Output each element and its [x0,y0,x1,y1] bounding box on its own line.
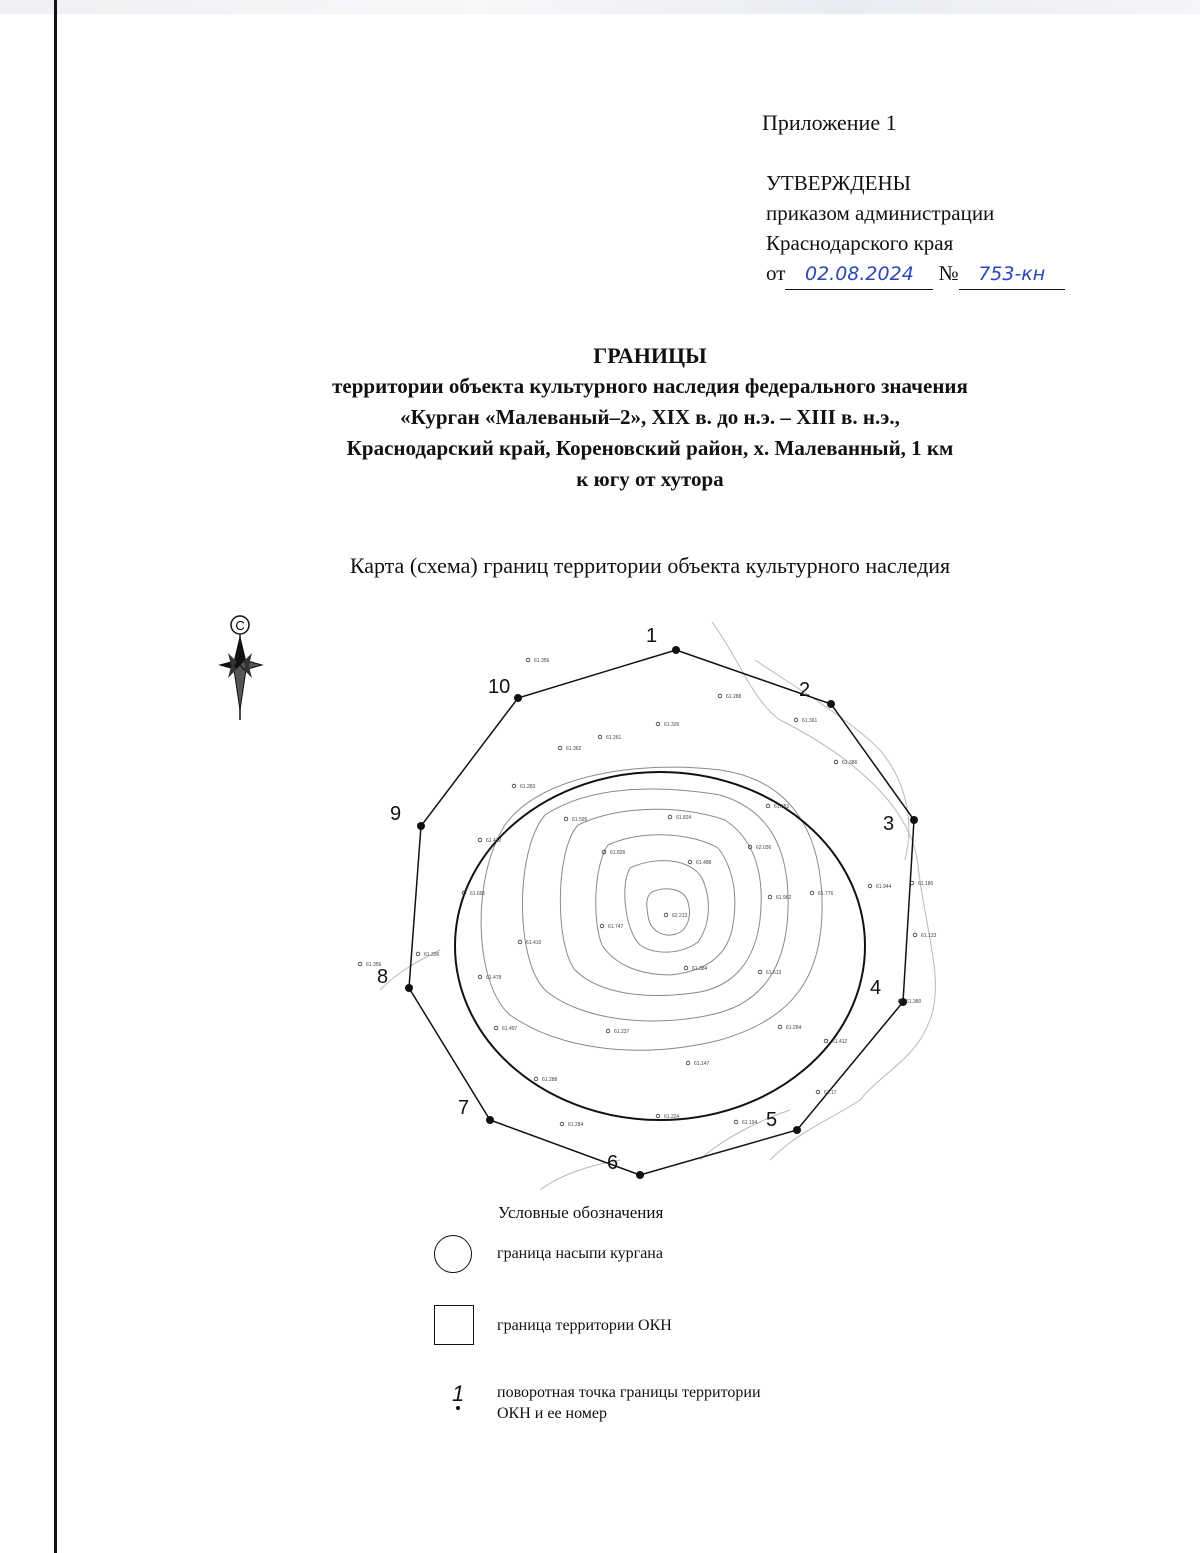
boundary-map [0,600,1200,1200]
legend-point-line1: поворотная точка границы территории [497,1384,761,1401]
elevation-marker [560,1122,564,1126]
heading-main: ГРАНИЦЫ [593,343,707,368]
point-label-3: 3 [883,813,895,835]
elevation-marker [688,860,692,864]
elevation-label: 61.180 [918,881,934,887]
elevation-label: 61.691 [470,891,486,897]
elevation-marker [478,975,482,979]
elevation-label: 61.380 [906,999,922,1005]
elevation-label: 61.826 [610,850,626,856]
elevation-label: 61.284 [786,1025,802,1031]
vertex-1 [672,646,680,654]
elevation-label: 61.133 [921,933,937,939]
elevation-marker [834,760,838,764]
elevation-marker [686,1061,690,1065]
approved-word: УТВЕРЖДЕНЫ [766,171,911,195]
number-field [959,258,1065,290]
elevation-marker [416,952,420,956]
point-label-6: 6 [607,1152,619,1174]
elevation-label: 61.410 [526,940,542,946]
legend-territory-symbol [434,1305,474,1345]
elevation-marker [816,1090,820,1094]
vertex-10 [514,694,522,702]
elevation-label: 61.747 [608,924,624,930]
elevation-label: 61.386 [842,760,858,766]
legend-title: Условные обозначения [498,1203,664,1222]
handwritten-date: 02.08.2024 [805,263,914,285]
elevation-label: 62.213 [672,913,688,919]
elevation-marker [778,1025,782,1029]
from-word: от [766,261,786,285]
vertex-8 [405,984,413,992]
elevation-marker [766,804,770,808]
elevation-marker [534,1077,538,1081]
elevation-label: 61.288 [542,1077,558,1083]
elevation-label: 61.478 [486,975,502,981]
legend-point-number: 1 [452,1381,465,1406]
elevation-label: 61.432 [486,838,502,844]
compass-west [218,660,240,670]
elevation-label: 61.284 [568,1122,584,1128]
elevation-marker [656,722,660,726]
approval-block [766,168,1065,290]
vertex-5 [793,1126,801,1134]
vertex-7 [486,1116,494,1124]
elevation-label: 61.595 [572,817,588,823]
point-label-8: 8 [377,966,389,988]
vertex-3 [910,816,918,824]
elevation-marker [558,746,562,750]
elevation-label: 61.488 [696,860,712,866]
elevation-marker [734,1120,738,1124]
legend-territory-label: граница территории ОКН [497,1317,672,1334]
elevation-marker [794,718,798,722]
vertex-2 [827,700,835,708]
point-label-1: 1 [646,625,658,647]
elevation-marker [526,658,530,662]
point-label-10: 10 [488,676,511,698]
elevation-marker [598,735,602,739]
elevation-marker [358,962,362,966]
elevation-marker [810,891,814,895]
map-caption: Карта (схема) границ территории объекта культурного наследия [349,553,951,578]
boundary-vertices [405,646,918,1179]
elevation-label: 61.613 [766,970,782,976]
elevation-marker [656,1114,660,1118]
elevation-label: 61.944 [876,884,892,890]
date-field [785,258,933,290]
elevation-marker [606,1029,610,1033]
elevation-label: 61.356 [366,962,382,968]
elevation-label: 61.336 [424,952,440,958]
point-label-4: 4 [870,977,882,999]
elevation-label: 61.147 [694,1061,710,1067]
elevation-label: 61.261 [606,735,622,741]
elevation-label: 61.194 [742,1120,758,1126]
number-sign: № [938,261,959,285]
elevation-marker [824,1039,828,1043]
north-arrow [218,616,262,720]
elevation-marker [478,838,482,842]
point-label-9: 9 [390,803,402,825]
approval-line1: приказом администрации [766,201,995,225]
point-label-5: 5 [766,1109,778,1131]
elevation-label: 61.497 [502,1026,518,1032]
elevation-marker [868,884,872,888]
elevation-label: 61.412 [832,1039,848,1045]
approval-line2: Краснодарского края [766,231,954,255]
elevation-label: 62.036 [756,845,772,851]
elevation-label: 61.362 [566,746,582,752]
document-heading [150,340,1150,495]
north-letter: С [235,618,245,633]
compass-south [234,665,246,710]
elevation-label: 61.384 [692,966,708,972]
elevation-marker [564,817,568,821]
legend-mound-label: граница насыпи кургана [497,1245,663,1262]
elevation-marker [518,940,522,944]
elevation-label: 61.361 [802,718,818,724]
elevation-marker [913,933,917,937]
point-label-7: 7 [458,1097,470,1119]
legend-point-line2: ОКН и ее номер [497,1405,608,1422]
elevation-marker [600,924,604,928]
elevation-points [358,658,936,1128]
elevation-label: 61.326 [664,722,680,728]
legend-mound-symbol [434,1235,472,1273]
approval-date-line [766,258,1065,290]
vertex-9 [417,822,425,830]
vertex-6 [636,1171,644,1179]
elevation-marker [664,913,668,917]
elevation-label: 61.224 [664,1114,680,1120]
scan-top-edge [0,0,1200,14]
elevation-label: 61.962 [776,895,792,901]
legend-point-dot [456,1406,460,1410]
territory-boundary [409,650,914,1175]
elevation-marker [718,694,722,698]
elevation-marker [668,815,672,819]
legend-point-label [497,1382,761,1424]
elevation-label: 61.651 [774,804,790,810]
elevation-label: 61.824 [676,815,692,821]
handwritten-number: 753-кн [978,263,1046,285]
elevation-label: 61.776 [818,891,834,897]
elevation-marker [768,895,772,899]
point-label-2: 2 [799,679,811,701]
compass-east [240,660,262,670]
elevation-marker [494,1026,498,1030]
elevation-marker [684,966,688,970]
heading-line1: территории объекта культурного наследия федерального значения [332,374,968,398]
heading-line2: «Курган «Малеваный–2», XIX в. до н.э. – XIII в. н.э., [400,405,900,429]
appendix-label: Приложение 1 [762,110,897,135]
elevation-marker [512,784,516,788]
elevation-label: 61.283 [520,784,536,790]
elevation-label: 61.288 [726,694,742,700]
elevation-marker [758,970,762,974]
elevation-label: 61.237 [614,1029,630,1035]
elevation-label: 61.356 [534,658,550,664]
heading-line3: Краснодарский край, Кореновский район, х. Малеванный, 1 км [346,436,954,460]
heading-line4: к югу от хутора [576,467,724,491]
elevation-label: 61.17 [824,1090,837,1096]
